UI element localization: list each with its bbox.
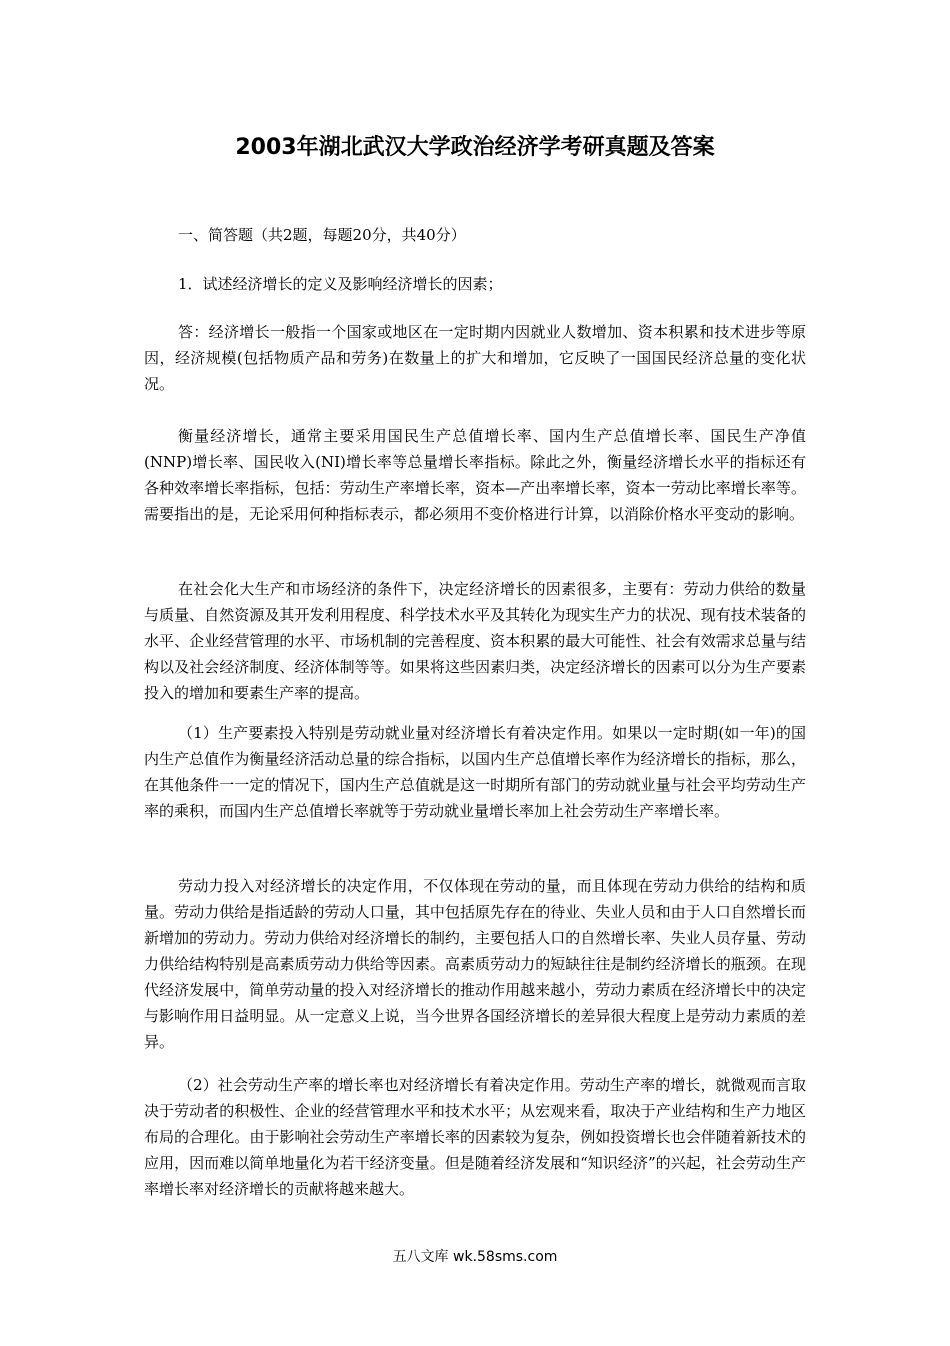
body-paragraph: 衡量经济增长，通常主要采用国民生产总值增长率、国内生产总值增长率、国民生产净值(NNP)增长率、国民收入(NI)增长率等总量增长率指标。除此之外，衡量经济增长水平的指标还有各种效率增长率指标，包括：劳动生产率增长率，资本—产出率增长率，资本一劳动比率增长率等。需要指出的是，无论采用何种指标表示，都必须用不变价格进行计算，以消除价格水平变动的影响。 [144,427,806,523]
body-paragraph: （1）生产要素投入特别是劳动就业量对经济增长有着决定作用。如果以一定时期(如一年)的国内生产总值作为衡量经济活动总量的综合指标，以国内生产总值增长率作为经济增长的指标，那么，在其他条件一一定的情况下，国内生产总值就是这一时期所有部门的劳动就业量与社会平均劳动生产率的乘积，而国内生产总值增长率就等于劳动就业量增长率加上社会劳动生产率增长率。 [144,724,806,820]
question-1: 1．试述经济增长的定义及影响经济增长的因素； [178,275,503,293]
section-heading: 一、简答题（共2题，每题20分，共40分） [178,226,466,244]
page-title: 2003年湖北武汉大学政治经济学考研真题及答案 [235,135,715,160]
answer-paragraph: 答：经济增长一般指一个国家或地区在一定时期内因就业人数增加、资本积累和技术进步等原因，经济规模(包括物质产品和劳务)在数量上的扩大和增加，它反映了一国国民经济总量的变化状况。 [144,323,806,393]
body-paragraph: 在社会化大生产和市场经济的条件下，决定经济增长的因素很多，主要有：劳动力供给的数量与质量、自然资源及其开发利用程度、科学技术水平及其转化为现实生产力的状况、现有技术装备的水平、企业经营管理的水平、市场机制的完善程度、资本积累的最大可能性、社会有效需求总量与结构以及社会经济制度、经济体制等等。如果将这些因素归类，决定经济增长的因素可以分为生产要素投入的增加和要素生产率的提高。 [144,580,806,702]
footer-watermark: 五八文库 wk.58sms.com [392,1249,558,1265]
body-paragraph: 劳动力投入对经济增长的决定作用，不仅体现在劳动的量，而且体现在劳动力供给的结构和质量。劳动力供给是指适龄的劳动人口量，其中包括原先存在的待业、失业人员和由于人口自然增长而新增加的劳动力。劳动力供给对经济增长的制约，主要包括人口的自然增长率、失业人员存量、劳动力供给结构特别是高素质劳动力供给等因素。高素质劳动力的短缺往往是制约经济增长的瓶颈。在现代经济发展中，简单劳动量的投入对经济增长的推动作用越来越小，劳动力素质在经济增长中的决定与影响作用日益明显。从一定意义上说，当今世界各国经济增长的差异很大程度上是劳动力素质的差异。 [144,877,806,1051]
body-paragraph: （2）社会劳动生产率的增长率也对经济增长有着决定作用。劳动生产率的增长，就微观而言取决于劳动者的积极性、企业的经营管理水平和技术水平；从宏观来看，取决于产业结构和生产力地区布局的合理化。由于影响社会劳动生产率增长率的因素较为复杂，例如投资增长也会伴随着新技术的应用，因而难以简单地量化为若干经济变量。但是随着经济发展和“知识经济”的兴起，社会劳动生产率增长率对经济增长的贡献将越来越大。 [144,1076,806,1198]
